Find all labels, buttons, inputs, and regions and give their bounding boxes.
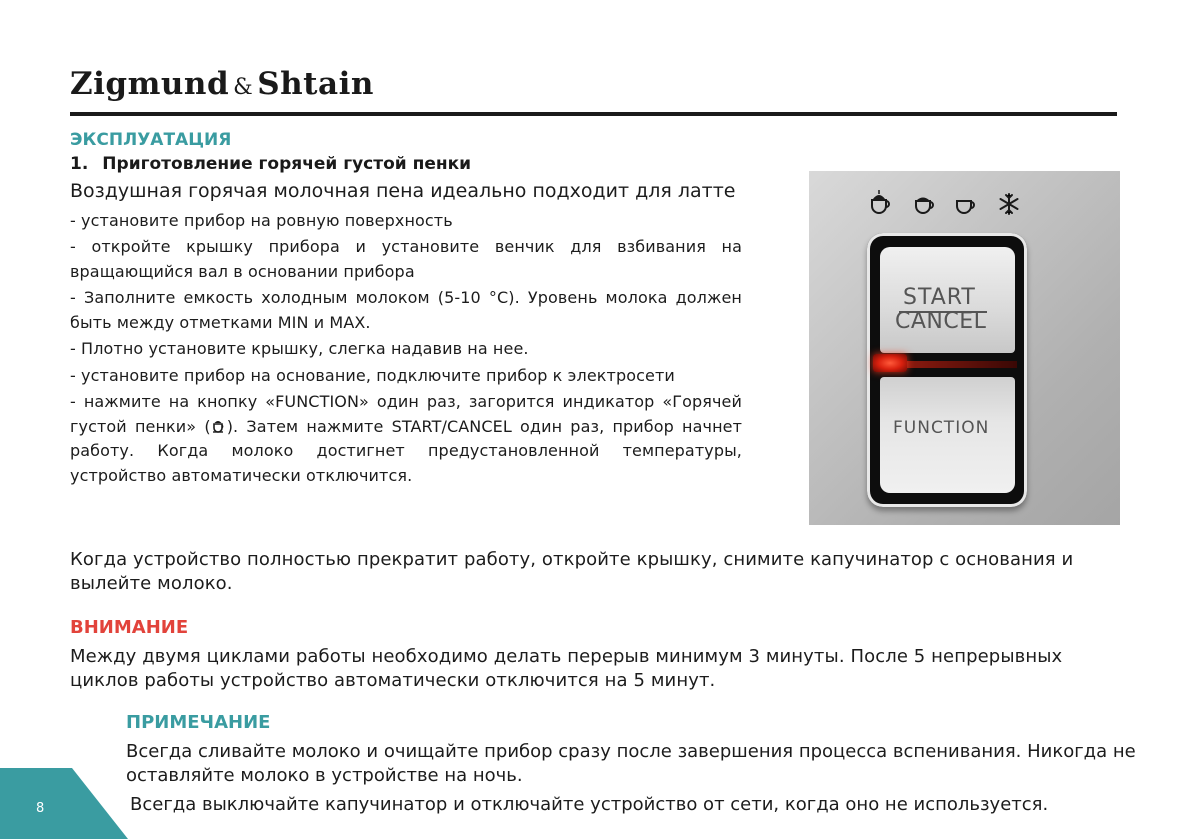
subheading-number: 1. [70,154,89,174]
brand-name-part2: Shtain [257,66,374,102]
subheading [70,154,471,174]
cancel-label: CANCEL [895,309,987,334]
warning-text: Между двумя циклами работы необходимо делать перерыв минимум 3 минуты. После 5 непрерывных циклов работы устройство автоматически отключится на 5 минут. [70,646,1063,691]
steps-list [70,209,742,490]
note-text-2: Всегда выключайте капучинатор и отключайте устройство от сети, когда оно не используется. [130,794,1049,815]
step-item: - Плотно установите крышку, слегка надавив на нее. [70,339,529,359]
step-function-before: - нажмите на кнопку «FUNCTION» один раз, загорится индикатор «Горячей густой пенки» ( [70,392,742,436]
finish-paragraph: Когда устройство полностью прекратит работу, откройте крышку, снимите капучинатор с основания и вылейте молоко. [70,549,1074,594]
header-rule [70,112,1117,116]
note-text-1: Всегда сливайте молоко и очищайте прибор сразу после завершения процесса вспенивания. Никогда не оставляйте молоко в устройстве на ночь. [126,741,1136,786]
hot-thick-foam-cup-icon [211,417,227,433]
warm-milk-cup-icon [952,188,980,218]
step-item: - Заполните емкость холодным молоком (5-10 °С). Уровень молока должен быть между отметками MIN и MAX. [70,288,742,332]
warning-heading: ВНИМАНИЕ [70,617,189,638]
hot-light-foam-cup-icon [911,188,939,218]
brand-logo [70,66,374,102]
function-label: FUNCTION [893,418,990,438]
hot-thick-foam-cup-icon [867,188,895,218]
section-heading: ЭКСПЛУАТАЦИЯ [70,130,232,150]
brand-name-part1: Zigmund [70,66,230,102]
start-label: START [903,285,976,310]
indicator-strip [907,361,1017,368]
step-item-function [70,390,742,488]
indicator-led [873,354,907,372]
cold-foam-snowflake-icon [995,188,1023,218]
control-panel-photo [809,171,1120,525]
step-item: - установите прибор на основание, подключите прибор к электросети [70,365,675,385]
brand-ampersand: & [233,75,254,100]
subheading-text: Приготовление горячей густой пенки [102,154,472,174]
lead-text: Воздушная горячая молочная пена идеально подходит для латте [70,180,736,202]
step-function-after: ). Затем нажмите START/CANCEL один раз, прибор начнет работу. Когда молоко достигнет предустановленной температуры, устройство автоматически отключится. [70,416,743,485]
step-item: - установите прибор на ровную поверхность [70,211,453,230]
page-number: 8 [36,801,45,816]
page-corner-tab [0,768,128,839]
step-item: - откройте крышку прибора и установите венчик для взбивания на вращающийся вал в основании прибора [70,237,742,281]
note-heading: ПРИМЕЧАНИЕ [126,712,271,733]
